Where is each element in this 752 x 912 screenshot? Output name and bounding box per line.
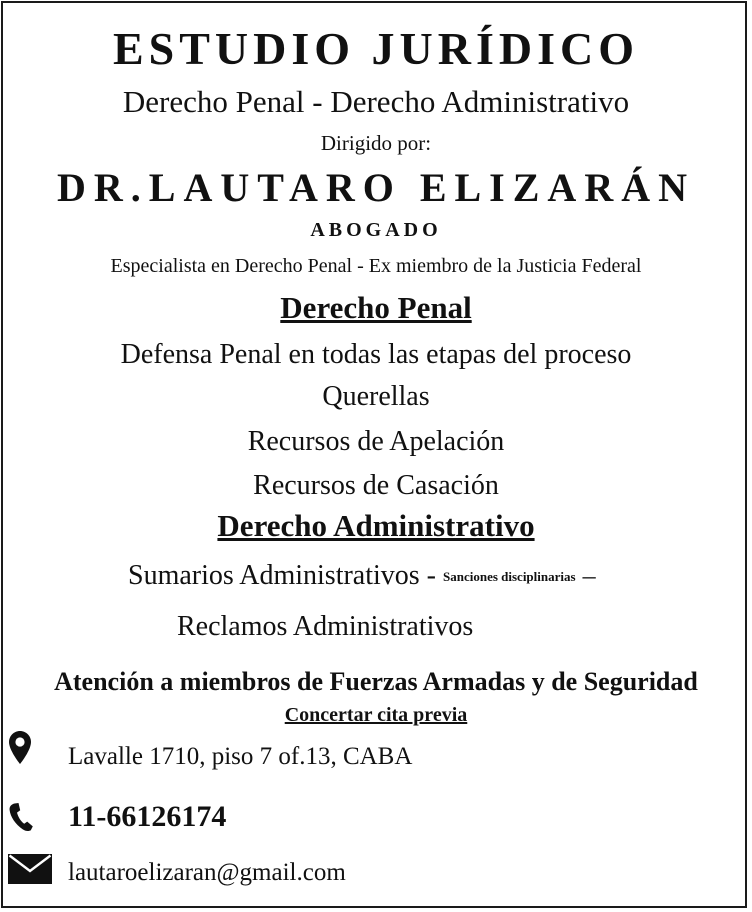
administrativo-heading: Derecho Administrativo bbox=[217, 508, 535, 543]
doctor-name: DR.LAUTARO ELIZARÁN bbox=[57, 165, 695, 210]
sumarios-line bbox=[128, 562, 596, 590]
specialty-text: Especialista en Derecho Penal - Ex miembro de la Justicia Federal bbox=[110, 255, 642, 277]
location-pin-icon bbox=[8, 730, 32, 771]
envelope-icon bbox=[8, 854, 52, 889]
penal-service-item: Recursos de Casación bbox=[253, 470, 499, 501]
sanciones-text: Sanciones disciplinarias bbox=[443, 569, 576, 584]
sumarios-text: Sumarios Administrativos - bbox=[128, 560, 436, 591]
subtitle: Derecho Penal - Derecho Administrativo bbox=[122, 84, 630, 119]
penal-service-item: Querellas bbox=[322, 381, 430, 412]
directed-by-label: Dirigido por: bbox=[320, 131, 432, 155]
page-title: ESTUDIO JURÍDICO bbox=[112, 23, 640, 74]
phone-number: 11-66126174 bbox=[68, 800, 227, 833]
phone-icon bbox=[8, 802, 34, 837]
dash-separator: – bbox=[582, 561, 596, 590]
profession-label: ABOGADO bbox=[310, 219, 442, 241]
contact-address-row bbox=[0, 728, 752, 768]
penal-service-item: Recursos de Apelación bbox=[247, 426, 505, 457]
penal-service-item: Defensa Penal en todas las etapas del proceso bbox=[120, 339, 632, 370]
penal-heading: Derecho Penal bbox=[280, 290, 472, 325]
contact-phone-row bbox=[0, 798, 752, 838]
email-address: lautaroelizaran@gmail.com bbox=[68, 859, 346, 886]
attention-text: Atención a miembros de Fuerzas Armadas y de Seguridad bbox=[54, 667, 698, 696]
appointment-text: Concertar cita previa bbox=[284, 704, 468, 726]
reclamos-text: Reclamos Administrativos bbox=[177, 611, 474, 642]
contact-email-row bbox=[0, 850, 752, 890]
address-text: Lavalle 1710, piso 7 of.13, CABA bbox=[68, 743, 413, 770]
